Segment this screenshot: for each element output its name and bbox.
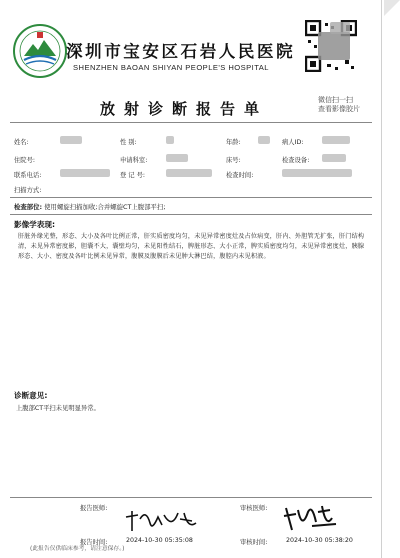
redacted-register bbox=[166, 169, 212, 177]
sex-label: 性 别: bbox=[120, 139, 137, 146]
redacted-dept bbox=[166, 154, 188, 162]
exam-part-label: 检查部位: bbox=[14, 203, 43, 211]
review-doctor-signature-icon bbox=[282, 500, 342, 536]
review-time: 2024-10-30 05:38:20 bbox=[286, 537, 353, 544]
hospital-name-en: SHENZHEN BAOAN SHIYAN PEOPLE'S HOSPITAL bbox=[73, 63, 269, 72]
register-label: 登 记 号: bbox=[120, 172, 146, 179]
hospital-logo-icon bbox=[11, 22, 69, 80]
redacted-sex bbox=[166, 136, 174, 144]
page-fold bbox=[384, 0, 400, 16]
impression-text: 上腹部CT平扫未见明显异常。 bbox=[16, 405, 100, 412]
redacted-device bbox=[322, 154, 346, 162]
scan-hint-text: 微信扫一扫 查看影像胶片 bbox=[318, 96, 360, 113]
hospital-name-cn: 深圳市宝安区石岩人民医院 bbox=[66, 42, 296, 61]
qr-redaction bbox=[318, 32, 350, 60]
report-doctor-label: 报告医师: bbox=[80, 505, 108, 512]
findings-text: 肝脏外缘光整，形态、大小及各叶比例正常，肝实质密度均匀，未见异常密度灶及占位病变，肝内、外胆管无扩张，肝门结构清，未见异常密度影，胆囊不大，囊壁均匀，未见阳性结石，脾脏形态、大小正常，脾实质密度均匀，未见异常密度灶，胰腺形态、大小、密度及各叶比例未见异常，腹膜及腹膜后未见肿大淋巴结，腹腔内未见积液。 bbox=[18, 233, 365, 261]
divider bbox=[10, 122, 372, 123]
redacted-exam-time bbox=[282, 169, 352, 177]
exam-device-label: 检查设备: bbox=[282, 157, 310, 164]
phone-label: 联系电话: bbox=[14, 172, 42, 179]
page-edge bbox=[381, 0, 382, 558]
review-time-label: 审核时间: bbox=[240, 539, 268, 546]
name-label: 姓名: bbox=[14, 139, 29, 146]
review-doctor-label: 审核医师: bbox=[240, 505, 268, 512]
divider bbox=[10, 497, 372, 498]
bed-label: 床号: bbox=[226, 157, 241, 164]
exam-part-value: 使用螺旋扫描加收;合并螺旋CT上腹部平扫; bbox=[44, 203, 166, 211]
redacted-phone bbox=[60, 169, 110, 177]
footer-note: (此报告仅供临床参考，请注意保存。) bbox=[30, 546, 125, 552]
report-doctor-signature-icon bbox=[122, 505, 202, 537]
redacted-name bbox=[60, 136, 82, 144]
exam-part bbox=[14, 202, 165, 211]
findings-heading: 影像学表现: bbox=[14, 220, 56, 229]
scan-method-label: 扫描方式: bbox=[14, 187, 42, 194]
report-title: 放射诊断报告单 bbox=[100, 100, 269, 118]
hospital-no-label: 住院号: bbox=[14, 157, 36, 164]
exam-time-label: 检查时间: bbox=[226, 172, 254, 179]
dept-label: 申请科室: bbox=[120, 157, 148, 164]
qr-redaction bbox=[330, 22, 350, 34]
divider bbox=[10, 197, 372, 198]
report-time-label: 报告时间: bbox=[80, 539, 108, 546]
patient-id-label: 病人ID: bbox=[282, 139, 304, 146]
divider bbox=[10, 214, 372, 215]
redacted-patient-id bbox=[322, 136, 350, 144]
scan-hint bbox=[318, 96, 378, 114]
report-time: 2024-10-30 05:35:08 bbox=[126, 537, 193, 544]
age-label: 年龄: bbox=[226, 139, 241, 146]
redacted-age bbox=[258, 136, 270, 144]
impression-heading: 诊断意见: bbox=[14, 391, 48, 400]
